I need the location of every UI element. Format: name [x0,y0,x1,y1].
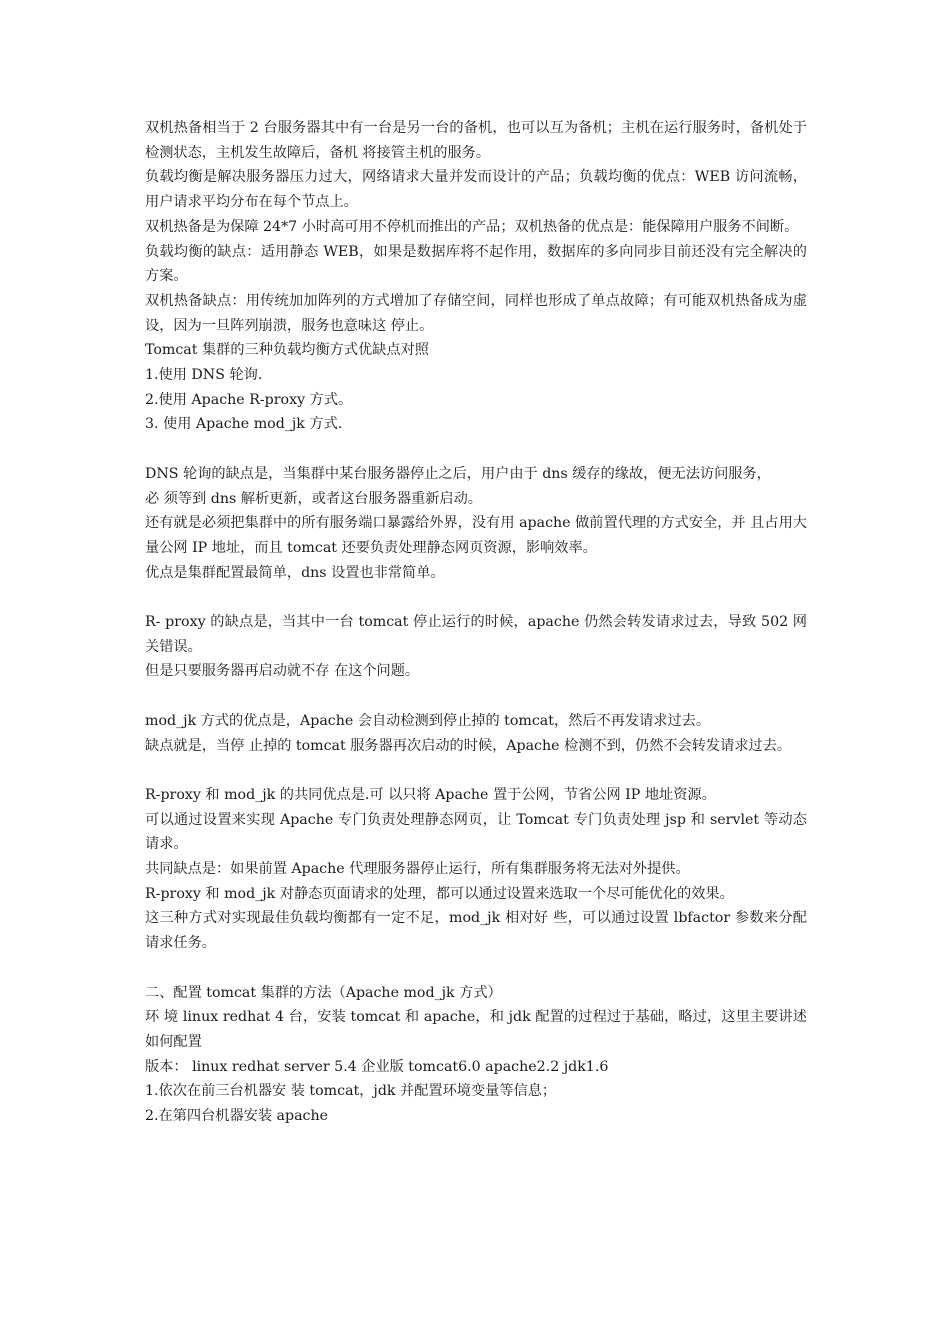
paragraph: 1.依次在前三台机器安 装 tomcat，jdk 并配置环境变量等信息； [145,1083,557,1100]
blank-line [145,758,807,783]
paragraph: 必 须等到 dns 解析更新，或者这台服务器重新启动。 [145,490,482,507]
document-body [145,116,807,1129]
paragraph: 2.在第四台机器安装 apache [145,1108,329,1125]
paragraph: 缺点就是，当停 止掉的 tomcat 服务器再次启动的时候，Apache 检测不到，仍然不会转发请求过去。 [145,737,792,754]
paragraph: 可以通过设置来实现 Apache 专门负责处理静态网页，让 Tomcat 专门负责处理 jsp 和 servlet 等动态请求。 [145,811,807,853]
paragraph: 环 境 linux redhat 4 台，安装 tomcat 和 apache，和 jdk 配置的过程过于基础，略过，这里主要讲述如何配置 [145,1009,807,1050]
paragraph: 共同缺点是：如果前置 Apache 代理服务器停止运行，所有集群服务将无法对外提供。 [145,861,690,878]
paragraph: 还有就是必须把集群中的所有服务端口暴露给外界，没有用 apache 做前置代理的方式安全，并 且占用大量公网 IP 地址，而且 tomcat 还要负责处理静态网页资源，影响效率。 [145,515,807,556]
paragraph: 版本： linux redhat server 5.4 企业版 tomcat6.0 apache2.2 jdk1.6 [145,1058,609,1075]
paragraph: DNS 轮询的缺点是，当集群中某台服务器停止之后，用户由于 dns 缓存的缘故，便无法访问服务， [145,465,771,482]
paragraph: 二、配置 tomcat 集群的方法（Apache mod_jk 方式） [145,984,502,1001]
paragraph: 优点是集群配置最简单，dns 设置也非常简单。 [145,564,445,581]
paragraph: 但是只要服务器再启动就不存 在这个问题。 [145,663,420,680]
paragraph: 1.使用 DNS 轮询. [145,367,263,384]
paragraph: R- proxy 的缺点是，当其中一台 tomcat 停止运行的时候，apache 仍然会转发请求过去，导致 502 网关错误。 [145,614,807,655]
paragraph: 双机热备缺点：用传统加加阵列的方式增加了存储空间，同样也形成了单点故障；有可能双机热备成为虚设，因为一旦阵列崩溃，服务也意味这 停止。 [145,292,807,334]
blank-line [145,585,807,610]
paragraph: Tomcat 集群的三种负载均衡方式优缺点对照 [145,342,429,359]
paragraph: R-proxy 和 mod_jk 对静态页面请求的处理，都可以通过设置来选取一个尽可能优化的效果。 [145,885,734,902]
paragraph: 负载均衡是解决服务器压力过大，网络请求大量并发而设计的产品；负载均衡的优点：WEB 访问流畅，用户请求平均分布在每个节点上。 [145,169,807,211]
blank-line [145,437,807,462]
paragraph: 2.使用 Apache R-proxy 方式。 [145,391,353,408]
blank-line [145,956,807,981]
paragraph: 负载均衡的缺点：适用静态 WEB，如果是数据库将不起作用，数据库的多向同步目前还没有完全解决的 方案。 [145,243,807,285]
paragraph: 3. 使用 Apache mod_jk 方式. [145,416,343,433]
paragraph: 双机热备相当于 2 台服务器其中有一台是另一台的备机，也可以互为备机；主机在运行服务时，备机处于检测状态，主机发生故障后，备机 将接管主机的服务。 [145,120,807,161]
blank-line [145,684,807,709]
paragraph: mod_jk 方式的优点是，Apache 会自动检测到停止掉的 tomcat，然后不再发请求过去。 [145,712,711,729]
paragraph: 双机热备是为保障 24*7 小时高可用不停机而推出的产品；双机热备的优点是：能保障用户服务不间断。 [145,218,799,235]
paragraph: 这三种方式对实现最佳负载均衡都有一定不足，mod_jk 相对好 些，可以通过设置 lbfactor 参数来分配请求任务。 [145,910,807,952]
paragraph: R-proxy 和 mod_jk 的共同优点是.可 以只将 Apache 置于公网，节省公网 IP 地址资源。 [145,786,716,803]
